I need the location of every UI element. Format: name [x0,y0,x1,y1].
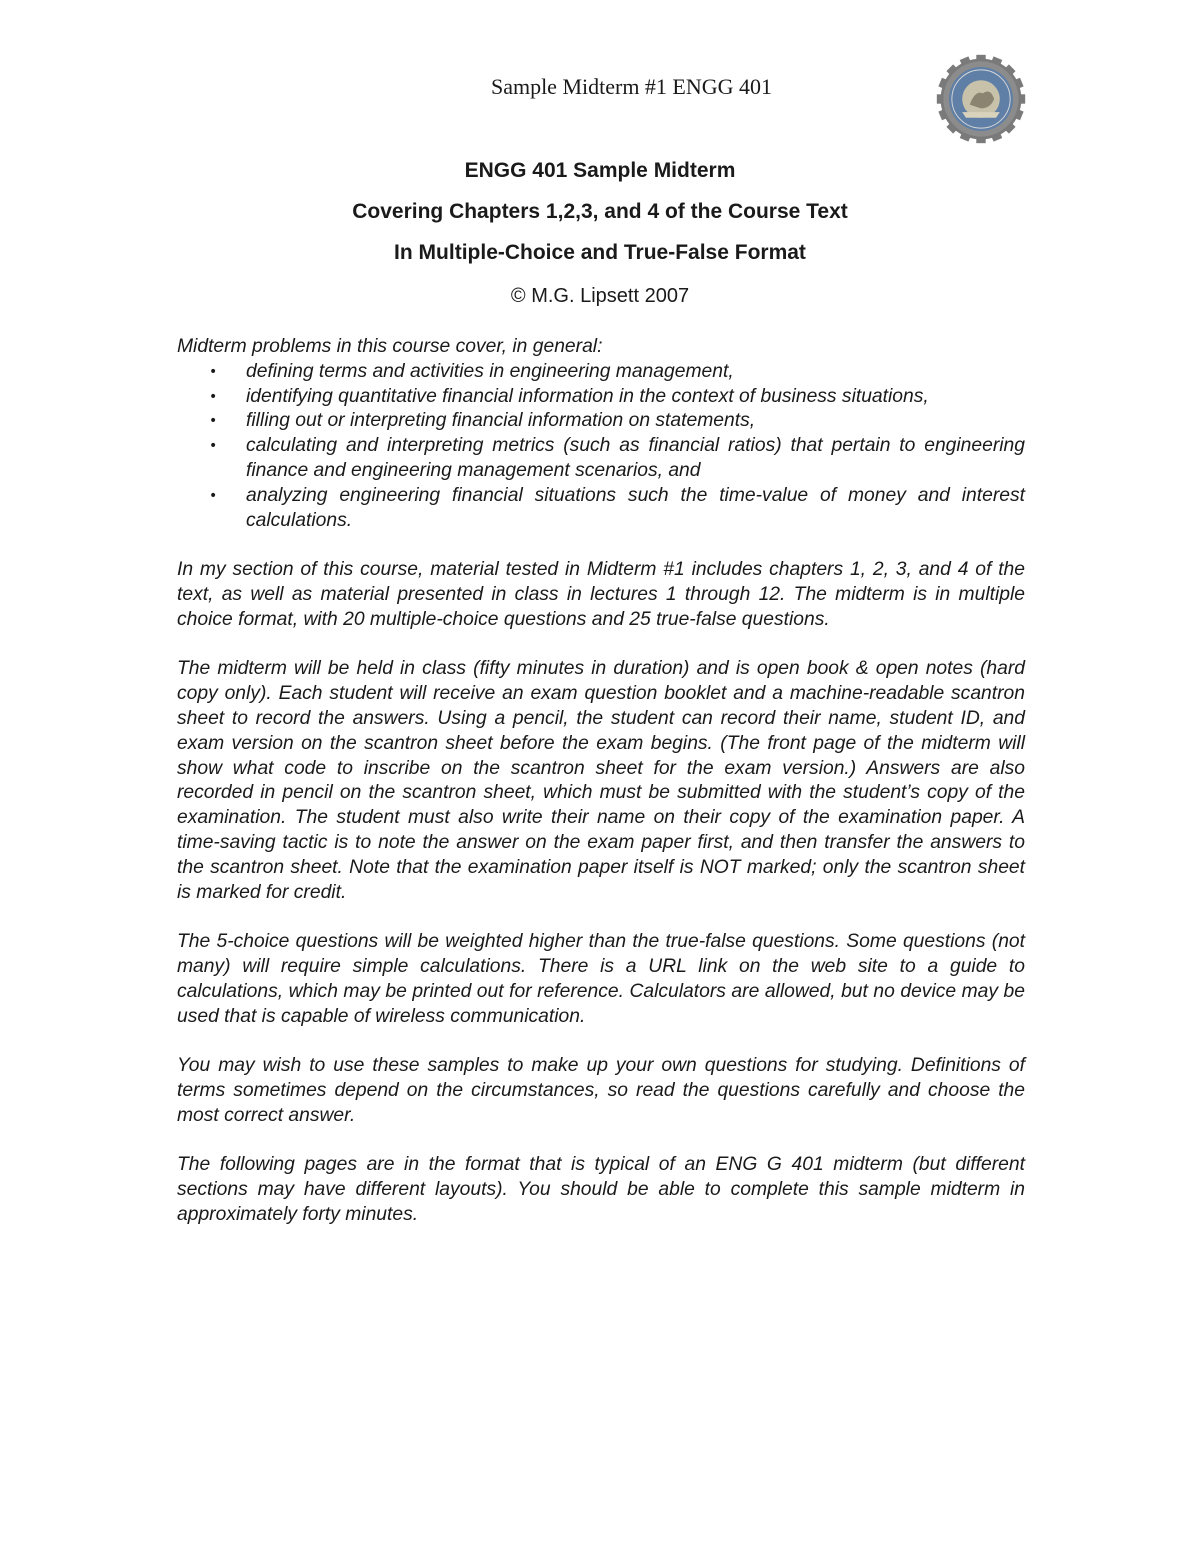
paragraph-weighting-calculators: The 5-choice questions will be weighted higher than the true-false questions. Some questions (not many) will require simple calculations. There is a URL link on the web site to a guide to calculations, which may be printed out for reference. Calculators are allowed, but no device may be used that is capable of wireless communication. [177,931,1025,1027]
list-item-text: filling out or interpreting financial information on statements, [246,410,756,432]
bullet-icon: • [209,388,218,405]
paragraph-midterm-scope: In my section of this course, material tested in Midterm #1 includes chapters 1, 2, 3, and 4 of the text, as well as material presented in class in lectures 1 through 12. The midterm is in multiple choice format, with 20 multiple-choice questions and 25 true-false questions. [177,559,1025,630]
list-item-text: defining terms and activities in engineering management, [246,360,734,382]
list-item-text: identifying quantitative financial information in the context of business situations, [246,385,929,407]
bullet-icon: • [209,438,218,455]
topics-list [177,360,1025,534]
document-body [177,335,1025,1252]
intro-paragraph: Midterm problems in this course cover, in general: [177,336,603,357]
list-item-text: analyzing engineering financial situations such the time-value of money and interest calculations. [246,484,1025,531]
copyright-line: © M.G. Lipsett 2007 [510,285,690,307]
list-item [177,434,1025,484]
document-subtitle-chapters: Covering Chapters 1,2,3, and 4 of the Course Text [352,200,848,223]
document-title: ENGG 401 Sample Midterm [464,159,736,182]
list-item [177,409,1025,434]
paragraph-exam-procedure: The midterm will be held in class (fifty minutes in duration) and is open book & open notes (hard copy only). Each student will receive an exam question booklet and a machine-readable scantron sheet to record the answers. Using a pencil, the student can record their name, student ID, and exam version on the scantron sheet before the exam begins. (The front page of the midterm will show what code to inscribe on the scantron sheet for the exam version.) Answers are also recorded in pencil on the scantron sheet, which must be submitted with the student’s copy of the examination. The student must also write their name on their copy of the examination paper. A time-saving tactic is to note the answer on the exam paper first, and then transfer the answers to the scantron sheet. Note that the examination paper itself is NOT marked; only the scantron sheet is marked for credit. [177,658,1025,903]
list-item [177,484,1025,534]
list-item [177,360,1025,385]
engineering-gear-seal-icon [934,52,1028,146]
bullet-icon: • [209,363,218,380]
list-item [177,385,1025,410]
list-item-text: calculating and interpreting metrics (such as financial ratios) that pertain to engineering finance and engineering management scenarios, and [246,435,1025,481]
paragraph-study-advice: You may wish to use these samples to make up your own questions for studying. Definitions of terms sometimes depend on the circumstances, so read the questions carefully and choose the most correct answer. [177,1055,1025,1126]
document-subtitle-format: In Multiple-Choice and True-False Format [394,241,806,264]
bullet-icon: • [209,413,218,430]
document-title-block [0,150,1200,273]
running-header: Sample Midterm #1 ENGG 401 [490,74,773,99]
paragraph-format-timing: The following pages are in the format that is typical of an ENG G 401 midterm (but different sections may have different layouts). You should be able to complete this sample midterm in approximately forty minutes. [177,1154,1025,1225]
bullet-icon: • [209,487,218,504]
